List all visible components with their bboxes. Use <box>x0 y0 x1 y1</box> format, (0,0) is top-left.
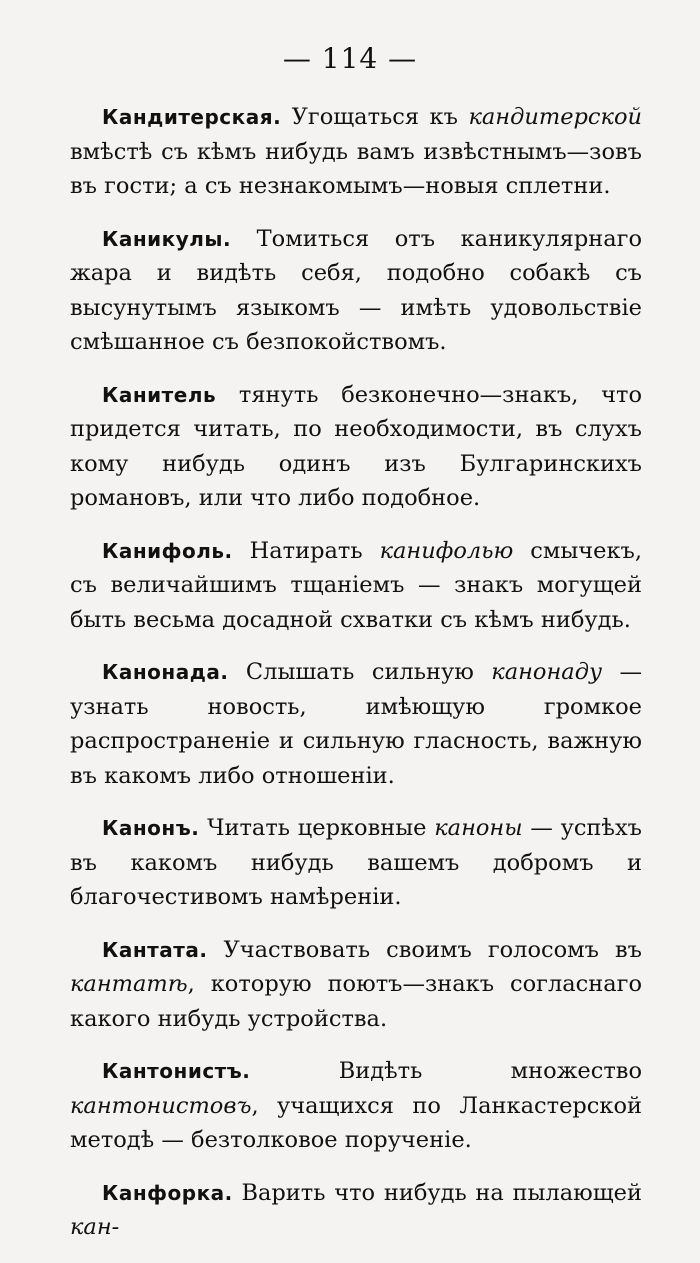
entry <box>70 378 642 516</box>
entry-italic-text: каноны <box>434 815 523 841</box>
entry-text: Видѣть множество <box>250 1058 642 1084</box>
entry <box>70 1176 642 1245</box>
dictionary-entries <box>70 100 642 1263</box>
entry-headword: Каникулы. <box>102 226 232 251</box>
entry-headword: Кантата. <box>102 937 208 962</box>
entry-italic-text: кандитерской <box>468 104 642 130</box>
entry-text: — узнать новость, имѣющую громкое распространеніе и сильную гласность, важную въ какомъ либо отношеніи. <box>70 659 642 789</box>
entry-headword: Канифоль. <box>102 538 233 563</box>
entry-text: Варить что нибудь на пылающей <box>232 1179 642 1206</box>
page-number: — 114 — <box>282 42 418 75</box>
entry <box>70 933 642 1037</box>
entry <box>70 222 642 360</box>
entry-text: , учащихся по Ланкастерской методѣ — безтолковое порученіе. <box>70 1092 642 1153</box>
entry-text: Томиться отъ каникулярнаго жара и видѣть себя, подобно собакѣ съ высунутымъ языкомъ — имѣть удовольствіе смѣшанное съ безпокойствомъ. <box>70 225 642 355</box>
entry-headword: Канонъ. <box>102 816 200 840</box>
entry-text: Читать церковные <box>199 815 435 841</box>
entry <box>70 534 642 638</box>
entry-text: — успѣхъ въ какомъ нибудь вашемъ добромъ и благочестивомъ намѣреніи. <box>70 815 642 910</box>
entry-text: , которую поютъ—знакъ согласнаго какого нибудь устройства. <box>70 971 642 1032</box>
entry-headword: Канонада. <box>102 660 229 684</box>
entry-text: Слышать сильную <box>228 659 492 685</box>
entry-text: тянуть безконечно—знакъ, что придется читать, по необходимости, въ слухъ кому нибудь одинъ изъ Булгаринскихъ романовъ, или что либо подобное. <box>70 381 642 511</box>
entry-text: Угощаться къ <box>281 104 469 130</box>
entry-italic-text: канифолью <box>379 537 514 564</box>
entry-headword: Канитель <box>102 382 217 407</box>
entry-text: вмѣстѣ съ кѣмъ нибудь вамъ извѣстнымъ—зовъ въ гости; а съ незнакомымъ—новыя сплетни. <box>70 138 642 199</box>
entry-headword: Кантонистъ. <box>102 1059 251 1083</box>
entry-text: Натирать <box>232 537 380 564</box>
entry-italic-text: кантатѣ <box>70 971 188 997</box>
entry-text: Участвовать своимъ голосомъ въ <box>207 936 642 963</box>
entry <box>70 811 642 915</box>
entry-headword: Канфорка. <box>102 1180 233 1205</box>
entry-italic-text: кантонистовъ <box>70 1092 252 1119</box>
entry <box>70 1054 642 1158</box>
entry-headword: Кандитерская. <box>102 105 282 129</box>
entry <box>70 655 642 793</box>
entry-text: смычекъ, съ величайшимъ тщаніемъ — знакъ могущей быть весьма досадной схватки съ кѣмъ нибудь. <box>70 537 642 633</box>
entry-italic-text: кан- <box>70 1214 120 1240</box>
entry-italic-text: канонаду <box>491 659 603 685</box>
entry <box>70 100 642 204</box>
